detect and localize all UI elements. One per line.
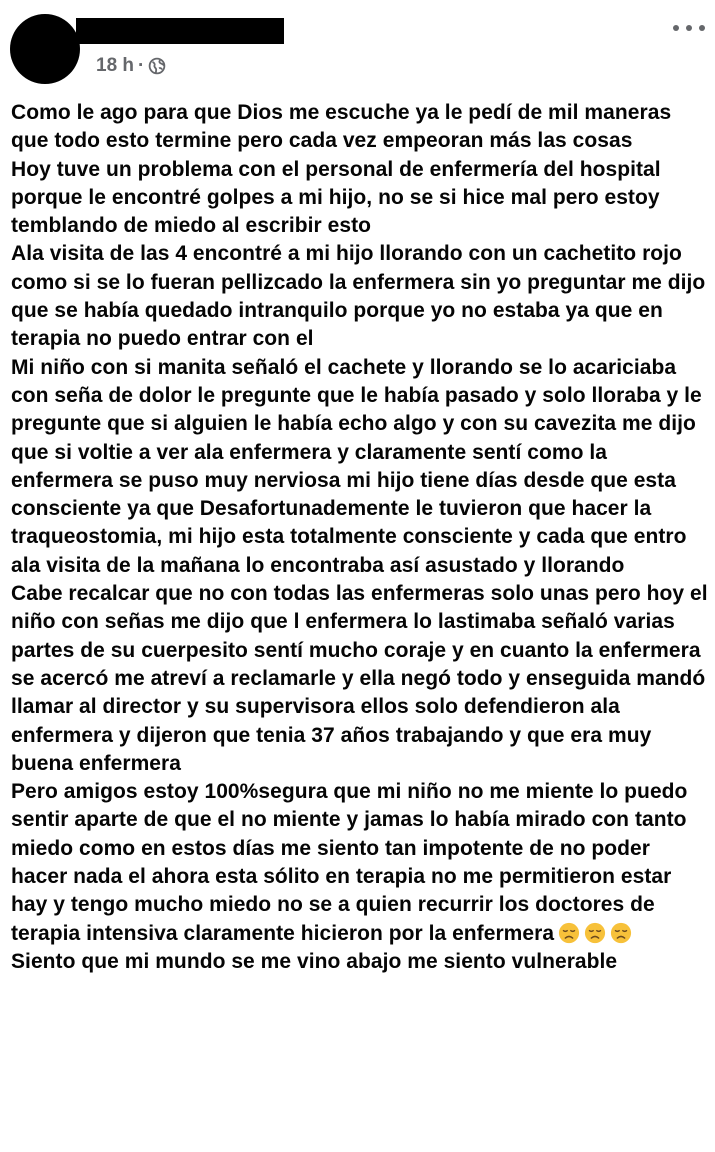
globe-icon[interactable] bbox=[148, 57, 166, 75]
post-paragraph-text: Pero amigos estoy 100%segura que mi niño no me miente lo puedo sentir aparte de que el no miente y jamas lo había mirado con tanto miedo como en estos días me siento tan impotente de no poder hacer nada el ahora esta sólito en terapia no me permitieron estar hay y tengo mucho miedo no se a quien recurrir los doctores de terapia intensiva claramente hicieron por la enfermera bbox=[11, 780, 688, 945]
post-body bbox=[11, 99, 711, 976]
disappointed-face-emoji-icon bbox=[558, 922, 580, 944]
post-paragraph: Ala visita de las 4 encontré a mi hijo llorando con un cachetito rojo como si se lo fueran pellizcado la enfermera sin yo preguntar me dijo que se había quedado intranquilo porque yo no estaba ya que en terapia no puedo entrar con el bbox=[11, 242, 706, 351]
post-time[interactable]: 18 h bbox=[96, 55, 135, 76]
avatar[interactable] bbox=[10, 14, 80, 84]
post-paragraph-with-emoji bbox=[11, 778, 711, 948]
more-dot bbox=[686, 25, 692, 31]
author-name-redacted[interactable] bbox=[76, 18, 284, 44]
post-paragraph: Hoy tuve un problema con el personal de enfermería del hospital porque le encontré golpes a mi hijo, no se si hice mal pero estoy temblando de miedo al escribir esto bbox=[11, 157, 661, 238]
post-paragraph: Cabe recalcar que no con todas las enfermeras solo unas pero hoy el niño con señas me dijo que l enfermera lo lastimaba señaló varias partes de su cuerpesito sentí mucho coraje y en cuanto la enfermera se acercó me atreví a reclamarle y ella negó todo y enseguida mandó llamar al director y su supervisora ellos solo defendieron ala enfermera y dijeron que tenia 37 años trabajando y que era muy buena enfermera bbox=[11, 582, 708, 775]
more-dot bbox=[673, 25, 679, 31]
post-paragraph: Como le ago para que Dios me escuche ya le pedí de mil maneras que todo esto termine pero cada vez empeoran más las cosas bbox=[11, 101, 672, 153]
disappointed-face-emoji-icon bbox=[584, 922, 606, 944]
more-dot bbox=[699, 25, 705, 31]
post-paragraph: Mi niño con si manita señaló el cachete y llorando se lo acariciaba con seña de dolor le pregunte que le había pasado y solo lloraba y le pregunte que si alguien le había echo algo y con su cavezita me dijo que si voltie a ver ala enfermera y claramente sentí como la enfermera se puso muy nerviosa mi hijo tiene días desde que esta consciente ya que Desafortunademente le tuvieron que hacer la traqueostomia, mi hijo esta totalmente consciente y cada que entro ala visita de la mañana lo encontraba así asustado y llorando bbox=[11, 355, 702, 577]
post-header bbox=[0, 0, 715, 90]
post-meta bbox=[96, 54, 166, 78]
more-horizontal-icon[interactable] bbox=[673, 18, 705, 38]
post-paragraph: Siento que mi mundo se me vino abajo me siento vulnerable bbox=[11, 949, 618, 973]
disappointed-face-emoji-icon bbox=[610, 922, 632, 944]
meta-separator: · bbox=[138, 55, 145, 76]
